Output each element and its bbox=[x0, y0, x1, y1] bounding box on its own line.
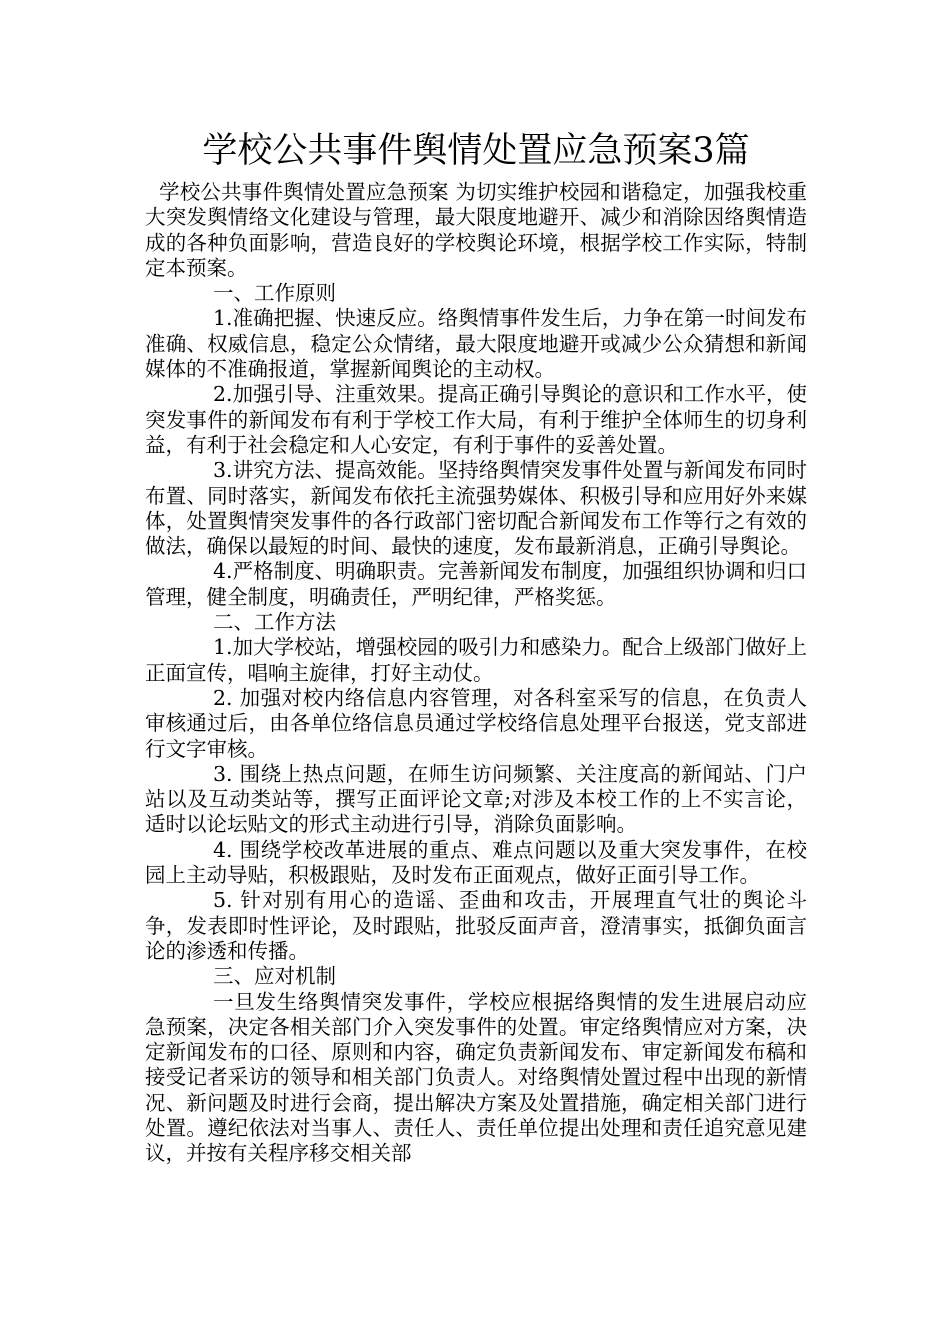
mechanism-paragraph: 一旦发生络舆情突发事件，学校应根据络舆情的发生进展启动应急预案，决定各相关部门介入突发事件的处置。审定络舆情应对方案，决定新闻发布的口径、原则和内容，确定负责新闻发布、审定新闻发布稿和接受记者采访的领导和相关部门负责人。对络舆情处置过程中出现的新情况、新问题及时进行会商，提出解决方案及处置措施，确定相关部门进行处置。遵纪依法对当事人、责任人、责任单位提出处理和责任追究意见建议，并按有关程序移交相关部 bbox=[145, 989, 807, 1166]
method-item-5: 5. 针对别有用心的造谣、歪曲和攻击，开展理直气壮的舆论斗争，发表即时性评论，及时跟贴，批驳反面声音，澄清事实，抵御负面言论的渗透和传播。 bbox=[145, 888, 807, 963]
principle-item-3: 3.讲究方法、提高效能。坚持络舆情突发事件处置与新闻发布同时布置、同时落实，新闻发布依托主流强势媒体、积极引导和应用好外来媒体，处置舆情突发事件的各行政部门密切配合新闻发布工作等行之有效的做法，确保以最短的时间、最快的速度，发布最新消息，正确引导舆论。 bbox=[145, 458, 807, 559]
document-title: 学校公共事件舆情处置应急预案3篇 bbox=[202, 131, 750, 171]
method-item-3: 3. 围绕上热点问题，在师生访问频繁、关注度高的新闻站、门户站以及互动类站等，撰写正面评论文章;对涉及本校工作的上不实言论，适时以论坛贴文的形式主动进行引导，消除负面影响。 bbox=[145, 761, 807, 837]
intro-paragraph: 学校公共事件舆情处置应急预案 为切实维护校园和谐稳定，加强我校重大突发舆情络文化建设与管理，最大限度地避开、减少和消除因络舆情造成的各种负面影响，营造良好的学校舆论环境，根据学校工作实际，特制定本预案。 bbox=[145, 180, 807, 280]
section-heading-methods: 二、工作方法 bbox=[213, 610, 336, 635]
section-heading-principles: 一、工作原则 bbox=[213, 281, 336, 306]
method-item-1: 1.加大学校站，增强校园的吸引力和感染力。配合上级部门做好上正面宣传，唱响主旋律，打好主动仗。 bbox=[145, 635, 807, 685]
method-item-2: 2. 加强对校内络信息内容管理，对各科室采写的信息，在负责人审核通过后，由各单位络信息员通过学校络信息处理平台报送，党支部进行文字审核。 bbox=[145, 685, 807, 761]
section-heading-mechanism: 三、应对机制 bbox=[213, 964, 336, 989]
principle-item-2: 2.加强引导、注重效果。提高正确引导舆论的意识和工作水平，使突发事件的新闻发布有利于学校工作大局，有利于维护全体师生的切身利益，有利于社会稳定和人心安定，有利于事件的妥善处置。 bbox=[145, 382, 807, 457]
document-page bbox=[145, 128, 807, 1167]
principle-item-1: 1.准确把握、快速反应。络舆情事件发生后，力争在第一时间发布准确、权威信息，稳定公众情绪，最大限度地避开或减少公众猜想和新闻媒体的不准确报道，掌握新闻舆论的主动权。 bbox=[145, 306, 807, 382]
principle-item-4: 4.严格制度、明确职责。完善新闻发布制度，加强组织协调和归口管理，健全制度，明确责任，严明纪律，严格奖惩。 bbox=[145, 559, 807, 609]
method-item-4: 4. 围绕学校改革进展的重点、难点问题以及重大突发事件，在校园上主动导贴，积极跟贴，及时发布正面观点，做好正面引导工作。 bbox=[145, 837, 807, 888]
